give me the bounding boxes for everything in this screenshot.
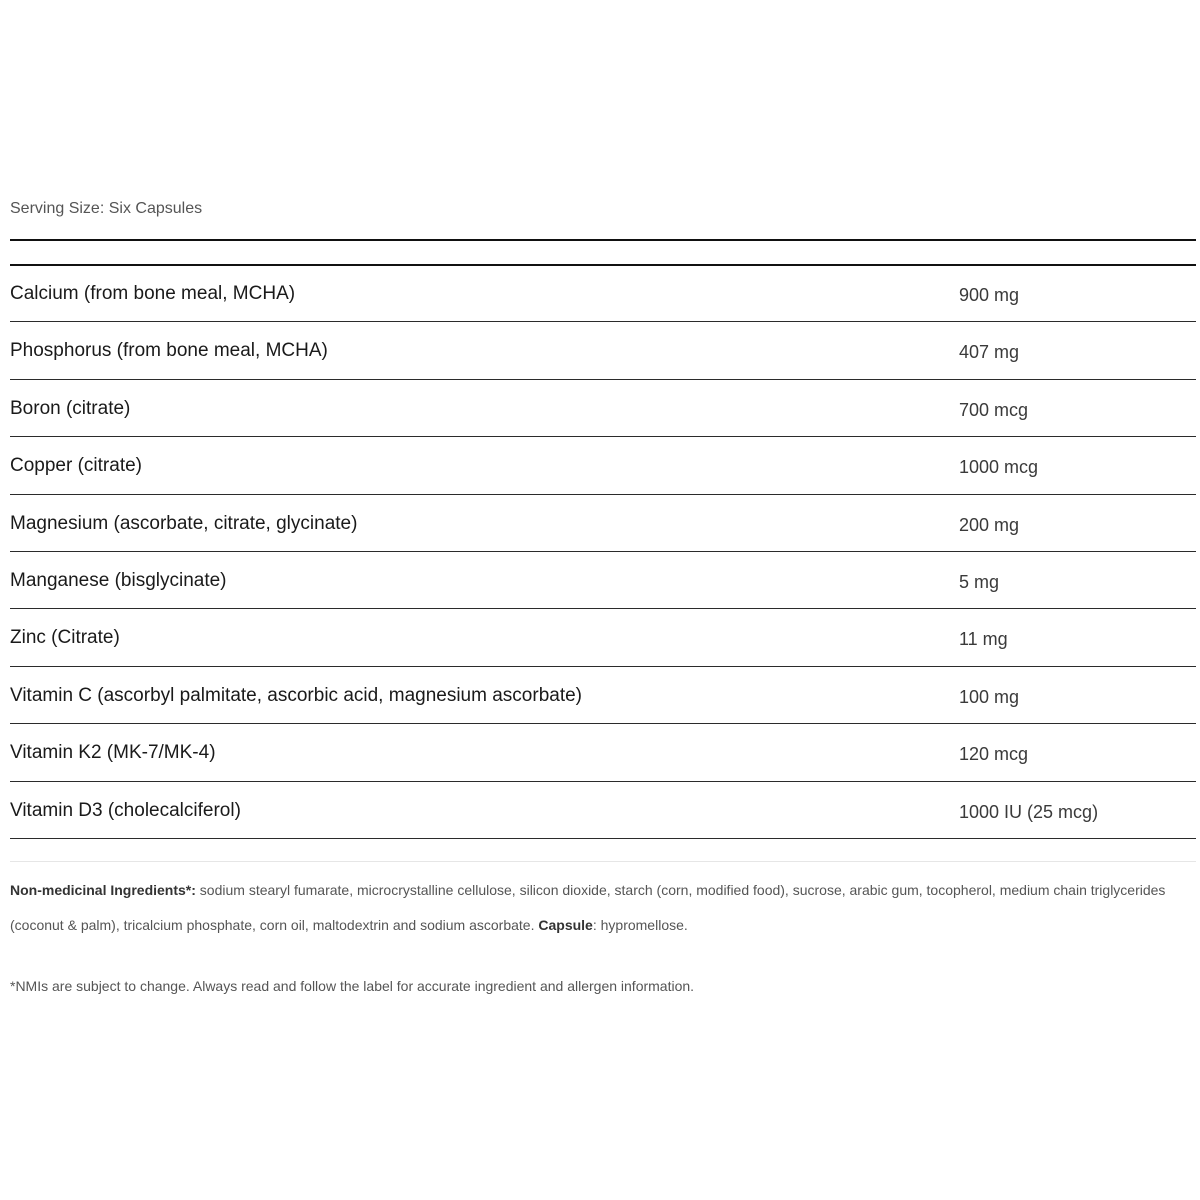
- ingredient-amount: 1000 mcg: [959, 457, 1039, 478]
- table-row: [10, 380, 1196, 437]
- ingredient-amount: 407 mg: [959, 342, 1020, 363]
- ingredient-amount: 100 mg: [959, 686, 1020, 707]
- capsule-text: : hypromellose.: [592, 917, 688, 933]
- ingredient-name: Vitamin C (ascorbyl palmitate, ascorbic acid, magnesium ascorbate): [10, 684, 582, 706]
- ingredient-amount: 900 mg: [959, 285, 1020, 305]
- ingredients-table: [10, 265, 1196, 839]
- ingredient-name: Boron (citrate): [10, 397, 131, 419]
- table-row: [10, 667, 1196, 724]
- ingredient-name: Magnesium (ascorbate, citrate, glycinate): [10, 512, 358, 534]
- ingredient-amount: 700 mcg: [959, 399, 1029, 420]
- ingredient-name: Vitamin D3 (cholecalciferol): [10, 799, 241, 821]
- header-rule-top: [10, 239, 1196, 241]
- table-row: [10, 782, 1196, 839]
- ingredient-name: Phosphorus (from bone meal, MCHA): [10, 340, 328, 362]
- ingredient-name: Manganese (bisglycinate): [10, 569, 227, 591]
- non-medicinal-text: sodium stearyl fumarate, microcrystalline cellulose, silicon dioxide, starch (corn, modified food), sucrose, arabic gum, tocopherol, medium chain triglycerides (coconut & palm), tricalcium phosphate, corn oil, maltodextrin and sodium ascorbate.: [10, 882, 1166, 933]
- ingredient-amount: 1000 IU (25 mcg): [959, 801, 1099, 822]
- ingredient-name: Vitamin K2 (MK-7/MK-4): [10, 742, 216, 764]
- ingredient-name: Zinc (Citrate): [10, 627, 120, 649]
- serving-size: Serving Size: Six Capsules: [10, 200, 203, 217]
- table-row: [10, 437, 1196, 494]
- ingredient-name: Copper (citrate): [10, 455, 142, 477]
- ingredient-name: Calcium (from bone meal, MCHA): [10, 283, 296, 304]
- capsule-label: Capsule: [538, 917, 593, 933]
- table-row: [10, 609, 1196, 666]
- section-divider: [10, 861, 1196, 862]
- ingredient-amount: 120 mcg: [959, 744, 1029, 765]
- ingredient-amount: 5 mg: [959, 571, 1000, 592]
- table-row: [10, 552, 1196, 609]
- non-medicinal-ingredients: [10, 873, 1196, 943]
- table-row: [10, 265, 1196, 322]
- table-row: [10, 724, 1196, 781]
- table-row: [10, 495, 1196, 552]
- footnote: *NMIs are subject to change. Always read and follow the label for accurate ingredient and allergen information.: [10, 978, 695, 994]
- non-medicinal-label: Non-medicinal Ingredients*:: [10, 882, 196, 898]
- ingredient-amount: 11 mg: [959, 629, 1008, 650]
- ingredient-amount: 200 mg: [959, 514, 1020, 535]
- table-row: [10, 322, 1196, 379]
